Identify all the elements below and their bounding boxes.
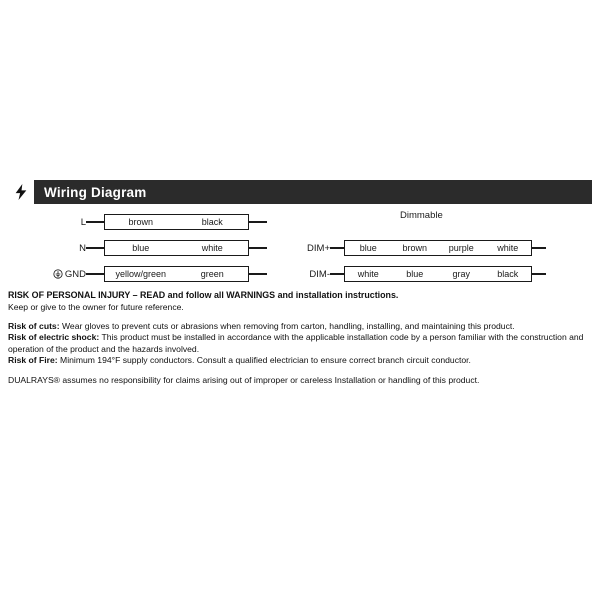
safety-item-text: This product must be installed in accordance with the applicable installation code by a person familiar with the construction and operation of the product and the hazards involved. <box>8 332 584 354</box>
safety-disclaimer: DUALRAYS® assumes no responsibility for claims arising out of improper or careless Installation or handling of this product. <box>8 375 480 386</box>
safety-item-text: Minimum 194°F supply conductors. Consult a qualified electrician to ensure correct branch circuit conductor. <box>57 355 471 366</box>
wire-row-label <box>8 217 86 228</box>
wire-cell: brown <box>128 217 153 227</box>
page-title: Wiring Diagram <box>44 184 147 200</box>
wire-cell: blue <box>132 243 150 253</box>
lead-line <box>532 247 546 249</box>
lead-line <box>330 273 344 275</box>
wire-cell: white <box>357 269 379 279</box>
safety-spacer <box>8 366 592 375</box>
safety-item-term: Risk of Fire: <box>8 355 58 366</box>
safety-item-text: Wear gloves to prevent cuts or abrasions when removing from carton, handling, installing, and maintaining this product. <box>59 321 515 332</box>
ground-icon <box>53 269 63 279</box>
wire-box <box>104 240 249 256</box>
lead-line <box>86 221 104 223</box>
safety-item-electric-shock <box>8 332 592 355</box>
wire-box <box>104 214 249 230</box>
lead-line <box>330 247 344 249</box>
lead-line <box>249 221 267 223</box>
wire-cell: black <box>497 269 519 279</box>
wire-cell: purple <box>448 243 474 253</box>
wire-row-DIMplus <box>290 240 546 256</box>
wire-cell: gray <box>452 269 470 279</box>
safety-headline: RISK OF PERSONAL INJURY – READ and follow all WARNINGS and installation instructions. <box>8 290 399 300</box>
wire-cell: brown <box>402 243 427 253</box>
lead-line <box>86 273 104 275</box>
wire-row-label <box>8 243 86 254</box>
wire-box <box>344 240 532 256</box>
wire-cell: blue <box>359 243 377 253</box>
wire-row-label <box>8 269 86 280</box>
wire-row-label-text: DIM+ <box>307 242 330 254</box>
wire-box <box>104 266 249 282</box>
header-bar <box>8 180 592 204</box>
wire-row-label-text: DIM- <box>309 268 330 280</box>
wire-row-GND <box>8 266 267 282</box>
wire-row-label <box>290 243 330 254</box>
diagram-content <box>8 180 592 387</box>
wire-row-label <box>290 269 330 280</box>
wire-cell: white <box>201 243 223 253</box>
wire-row-N <box>8 240 267 256</box>
wiring-area <box>8 210 592 286</box>
wire-row-L <box>8 214 267 230</box>
safety-item-term: Risk of electric shock: <box>8 332 100 343</box>
lead-line <box>86 247 104 249</box>
safety-item-cuts <box>8 321 592 332</box>
wire-cell: black <box>201 217 223 227</box>
wire-row-label-text: GND <box>64 268 86 280</box>
safety-item-fire <box>8 355 592 366</box>
wire-row-label-text: N <box>79 242 86 254</box>
lead-line <box>532 273 546 275</box>
wire-row-DIMminus <box>290 266 546 282</box>
lead-line <box>249 247 267 249</box>
wire-cell: yellow/green <box>115 269 167 279</box>
wire-cell: white <box>497 243 519 253</box>
dimmable-label: Dimmable <box>400 210 443 221</box>
wire-row-label-text: L <box>80 216 86 228</box>
safety-instructions <box>8 290 592 387</box>
lead-line <box>249 273 267 275</box>
safety-item-term: Risk of cuts: <box>8 321 60 332</box>
wire-cell: blue <box>406 269 424 279</box>
wire-cell: green <box>200 269 224 279</box>
wire-box <box>344 266 532 282</box>
safety-subline: Keep or give to the owner for future reference. <box>8 301 184 312</box>
lightning-bolt-icon <box>8 180 34 204</box>
